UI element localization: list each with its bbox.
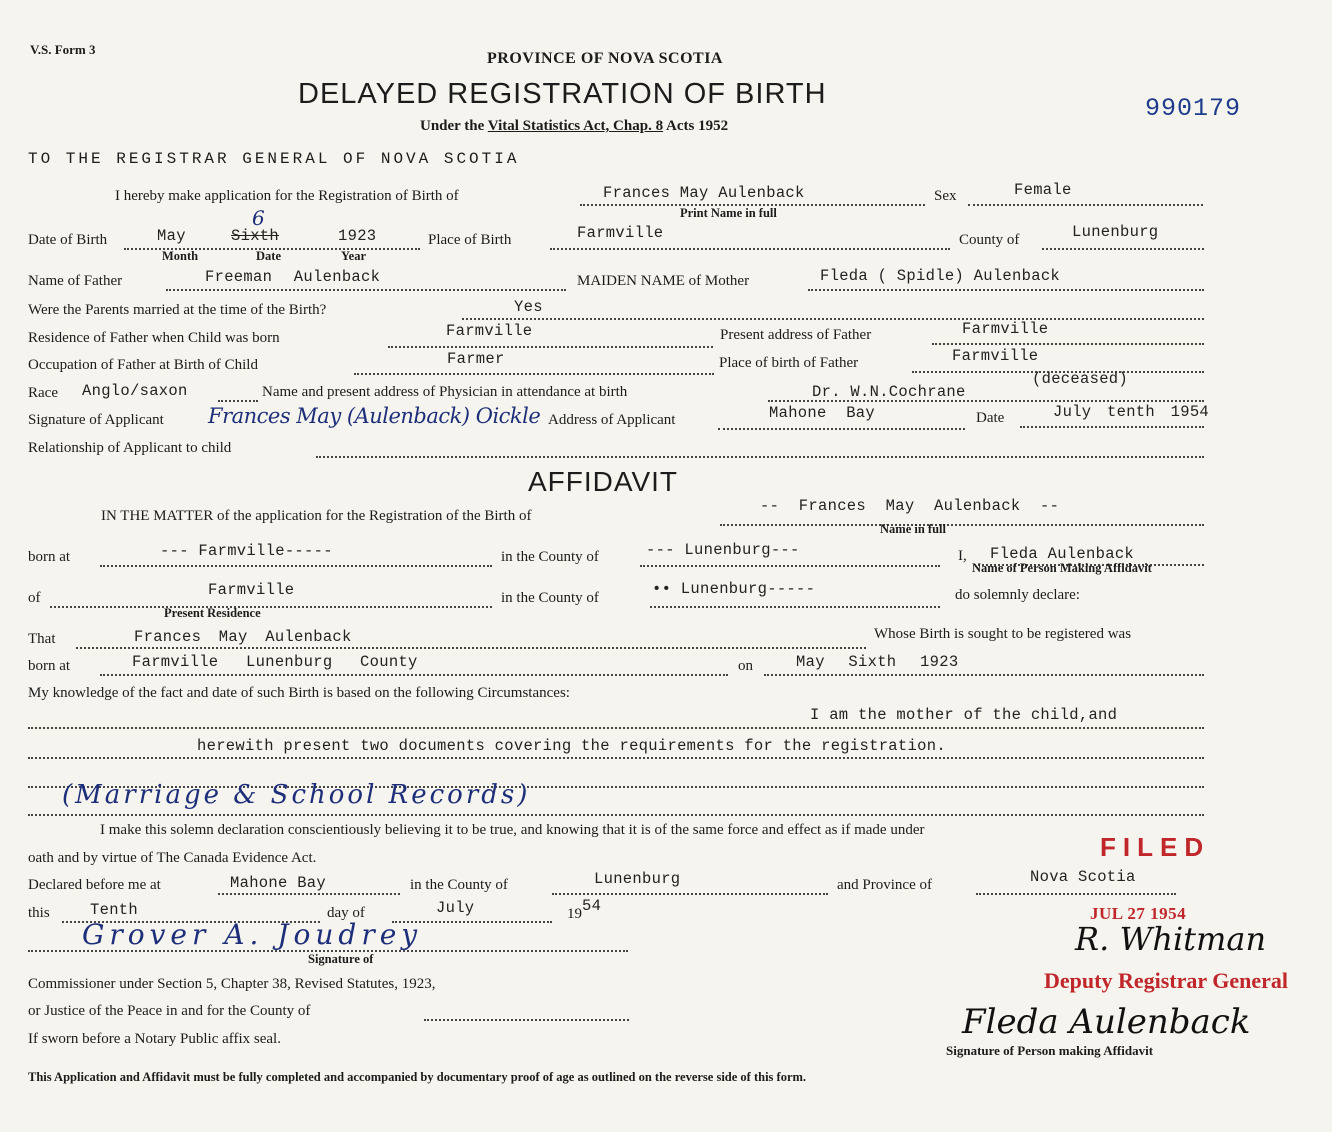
declare-label: do solemnly declare: <box>955 587 1080 603</box>
day-of-label: day of <box>327 905 365 921</box>
county-value: Lunenburg <box>1072 223 1159 241</box>
affidavit-title: AFFIDAVIT <box>528 466 679 497</box>
physician-label: Name and present address of Physician in attendance at birth <box>262 384 628 400</box>
knowledge-label: My knowledge of the fact and date of such Birth is based on the following Circumstances: <box>28 685 570 701</box>
dob-label: Date of Birth <box>28 232 108 248</box>
father-residence-label: Residence of Father when Child was born <box>28 330 280 346</box>
registrar-signature: R. Whitman <box>1075 920 1267 958</box>
dob-date-struck: Sixth <box>231 227 280 245</box>
place-of-birth-label: Place of Birth <box>428 232 512 248</box>
date-caption: Date <box>256 249 281 263</box>
father-occupation-label: Occupation of Father at Birth of Child <box>28 357 258 373</box>
affiant-signature: Fleda Aulenback <box>962 1002 1251 1042</box>
race-label: Race <box>28 385 58 401</box>
mother-maiden-label: MAIDEN NAME of Mother <box>577 273 750 289</box>
of-label: of <box>28 590 41 606</box>
born-at2: Farmville Lunenburg County <box>132 653 418 671</box>
matter-label: IN THE MATTER of the application for the Registration of the Birth of <box>101 508 532 524</box>
father-birthplace: Farmville <box>952 347 1039 365</box>
whose-birth-label: Whose Birth is sought to be registered was <box>874 626 1132 642</box>
commissioner-signature: Grover A. Joudrey <box>82 918 423 951</box>
declared-label: Declared before me at <box>28 877 161 893</box>
year-caption: Year <box>341 249 366 263</box>
that-name: Frances May Aulenback <box>134 628 352 646</box>
applicant-address: Mahone Bay <box>769 404 876 422</box>
filed-stamp: FILED <box>1100 832 1211 862</box>
declared-day: Tenth <box>90 901 139 919</box>
circumstance-handwritten: (Marriage & School Records) <box>62 780 531 810</box>
parents-married: Yes <box>514 298 543 316</box>
year-suffix: 54 <box>582 897 602 915</box>
solemn-line-2: oath and by virtue of The Canada Evidence Act. <box>28 850 317 866</box>
circumstance-1: I am the mother of the child,and <box>810 706 1118 724</box>
father-name: Freeman Aulenback <box>205 268 381 286</box>
declared-county: Lunenburg <box>594 870 681 888</box>
affiant-caption: Name of Person Making Affidavit <box>972 561 1152 575</box>
physician-note: (deceased) <box>1032 370 1129 388</box>
registrar-title: Deputy Registrar General <box>1044 968 1288 993</box>
circumstance-2: herewith present two documents covering the requirements for the registration. <box>197 737 946 755</box>
father-residence: Farmville <box>446 322 533 340</box>
relationship-label: Relationship of Applicant to child <box>28 440 232 456</box>
act-name: Vital Statistics Act, Chap. 8 <box>487 118 664 134</box>
applicant-address-label: Address of Applicant <box>548 412 676 428</box>
on-label: on <box>738 658 753 674</box>
on-date: May Sixth 1923 <box>796 653 959 671</box>
month-caption: Month <box>162 249 199 263</box>
act-suffix: Acts 1952 <box>663 118 729 134</box>
child-name: Frances May Aulenback <box>603 184 805 202</box>
race-value: Anglo/saxon <box>82 382 188 400</box>
place-of-birth: Farmville <box>577 224 664 242</box>
born-at: --- Farmville----- <box>160 542 333 560</box>
declared-year <box>567 897 602 923</box>
application-date: July tenth 1954 <box>1053 403 1210 421</box>
declared-month: July <box>436 899 475 917</box>
born-county-label: in the County of <box>501 549 599 565</box>
mother-maiden-name: Fleda ( Spidle) Aulenback <box>820 267 1061 285</box>
residence-caption: Present Residence <box>164 606 261 620</box>
filed-date: JUL 27 1954 <box>1090 904 1187 923</box>
affiant-signature-caption: Signature of Person making Affidavit <box>946 1043 1154 1058</box>
parents-married-label: Were the Parents married at the time of the Birth? <box>28 302 327 318</box>
that-label: That <box>28 631 56 647</box>
born-at2-label: born at <box>28 658 71 674</box>
residence-county-label: in the County of <box>501 590 599 606</box>
affidavit-child-name: -- Frances May Aulenback -- <box>760 497 1060 515</box>
intro-label: I hereby make application for the Registration of Birth of <box>115 188 459 204</box>
declared-province: Nova Scotia <box>1030 868 1136 886</box>
father-present-address: Farmville <box>962 320 1049 338</box>
date-label: Date <box>976 410 1005 426</box>
signature-of-caption: Signature of <box>308 952 374 966</box>
this-label: this <box>28 905 50 921</box>
dob-date-handwritten: 6 <box>252 206 265 230</box>
born-county: --- Lunenburg--- <box>646 541 800 559</box>
footer-note: This Application and Affidavit must be fully completed and accompanied by documentary proof of age as outlined on the reverse side of this form. <box>28 1070 807 1084</box>
commissioner-line: Commissioner under Section 5, Chapter 38, Revised Statutes, 1923, <box>28 976 436 992</box>
dob-year: 1923 <box>338 227 377 245</box>
name-full-caption: Name in full <box>880 522 946 536</box>
i-label: I, <box>958 548 967 564</box>
province-heading: PROVINCE OF NOVA SCOTIA <box>487 50 723 67</box>
form-title: DELAYED REGISTRATION OF BIRTH <box>298 78 827 110</box>
registrar-address: TO THE REGISTRAR GENERAL OF NOVA SCOTIA <box>28 150 520 168</box>
father-occupation: Farmer <box>447 350 505 368</box>
father-name-label: Name of Father <box>28 273 123 289</box>
justice-line: or Justice of the Peace in and for the County of <box>28 1003 311 1019</box>
act-prefix: Under the <box>420 118 488 134</box>
applicant-signature-label: Signature of Applicant <box>28 412 164 428</box>
sex-value: Female <box>1014 181 1072 199</box>
sex-label: Sex <box>934 188 957 204</box>
dob-month: May <box>157 227 186 245</box>
father-birthplace-label: Place of birth of Father <box>719 355 859 371</box>
father-present-label: Present address of Father <box>720 327 872 343</box>
notary-line: If sworn before a Notary Public affix seal. <box>28 1031 281 1047</box>
declared-at: Mahone Bay <box>230 874 327 892</box>
print-name-caption: Print Name in full <box>680 206 777 220</box>
county-label: County of <box>959 232 1020 248</box>
born-at-label: born at <box>28 549 71 565</box>
residence-county: •• Lunenburg----- <box>652 580 816 598</box>
affiant-residence: Farmville <box>208 581 295 599</box>
declared-province-label: and Province of <box>837 877 932 893</box>
act-line <box>420 118 728 135</box>
declared-county-label: in the County of <box>410 877 508 893</box>
applicant-signature: Frances May (Aulenback) Oickle <box>208 404 541 428</box>
year-prefix: 19 <box>567 906 582 922</box>
physician-name: Dr. W.N.Cochrane <box>812 383 966 401</box>
solemn-line-1: I make this solemn declaration conscientiously believing it to be true, and knowing that it is of the same force and effect as if made under <box>100 822 925 838</box>
affiant-name: Fleda Aulenback <box>990 545 1135 563</box>
registration-number: 990179 <box>1145 94 1242 123</box>
form-id: V.S. Form 3 <box>30 42 96 57</box>
